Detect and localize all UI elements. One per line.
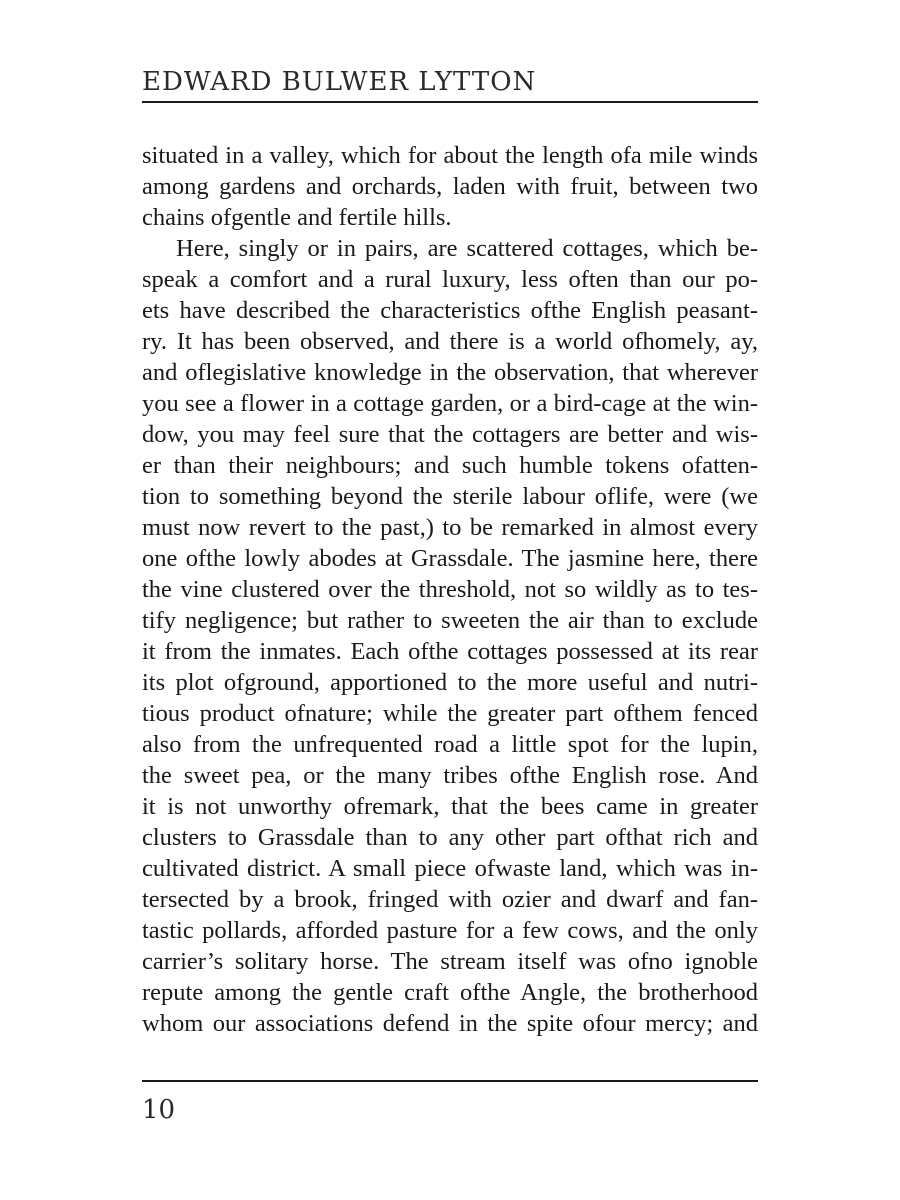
text-line: er than their neighbours; and such humble tokens ofatten- [142,452,758,479]
text-line: and oflegislative knowledge in the observation, that wherever [142,359,758,386]
text-line: must now revert to the past,) to be remarked in almost every [142,514,758,541]
page-number: 10 [142,1095,176,1125]
text-line: tious product ofnature; while the greater part ofthem fenced [142,700,758,727]
running-head: EDWARD BULWER LYTTON [142,67,537,97]
text-line: among gardens and orchards, laden with fruit, between two [142,173,758,200]
text-line: tersected by a brook, fringed with ozier and dwarf and fan- [142,886,758,913]
body-text [142,140,758,1039]
text-line: chains ofgentle and fertile hills. [142,204,452,231]
text-line: tastic pollards, afforded pasture for a few cows, and the only [142,917,758,944]
text-line: ry. It has been observed, and there is a world ofhomely, ay, [142,328,758,355]
text-line: cultivated district. A small piece ofwaste land, which was in- [142,855,758,882]
text-line: the vine clustered over the threshold, not so wildly as to tes- [142,576,758,603]
text-line: tion to something beyond the sterile labour oflife, were (we [142,483,758,510]
text-line: Here, singly or in pairs, are scattered cottages, which be- [176,235,758,262]
text-line: repute among the gentle craft ofthe Angle, the brotherhood [142,979,758,1006]
text-line: speak a comfort and a rural luxury, less often than our po- [142,266,758,293]
footer-rule [142,1080,758,1082]
text-line: dow, you may feel sure that the cottagers are better and wis- [142,421,758,448]
text-line: carrier’s solitary horse. The stream itself was ofno ignoble [142,948,758,975]
header-rule [142,101,758,103]
text-line: whom our associations defend in the spite ofour mercy; and [142,1010,758,1037]
text-line: ets have described the characteristics ofthe English peasant- [142,297,758,324]
text-line: tify negligence; but rather to sweeten the air than to exclude [142,607,758,634]
text-line: situated in a valley, which for about the length ofa mile winds [142,142,758,169]
text-line: clusters to Grassdale than to any other part ofthat rich and [142,824,758,851]
text-line: the sweet pea, or the many tribes ofthe English rose. And [142,762,758,789]
text-line: it from the inmates. Each ofthe cottages possessed at its rear [142,638,758,665]
text-line: it is not unworthy ofremark, that the bees came in greater [142,793,758,820]
text-line: its plot ofground, apportioned to the more useful and nutri- [142,669,758,696]
text-line: also from the unfrequented road a little spot for the lupin, [142,731,758,758]
text-line: you see a flower in a cottage garden, or a bird-cage at the win- [142,390,758,417]
text-line: one ofthe lowly abodes at Grassdale. The jasmine here, there [142,545,758,572]
